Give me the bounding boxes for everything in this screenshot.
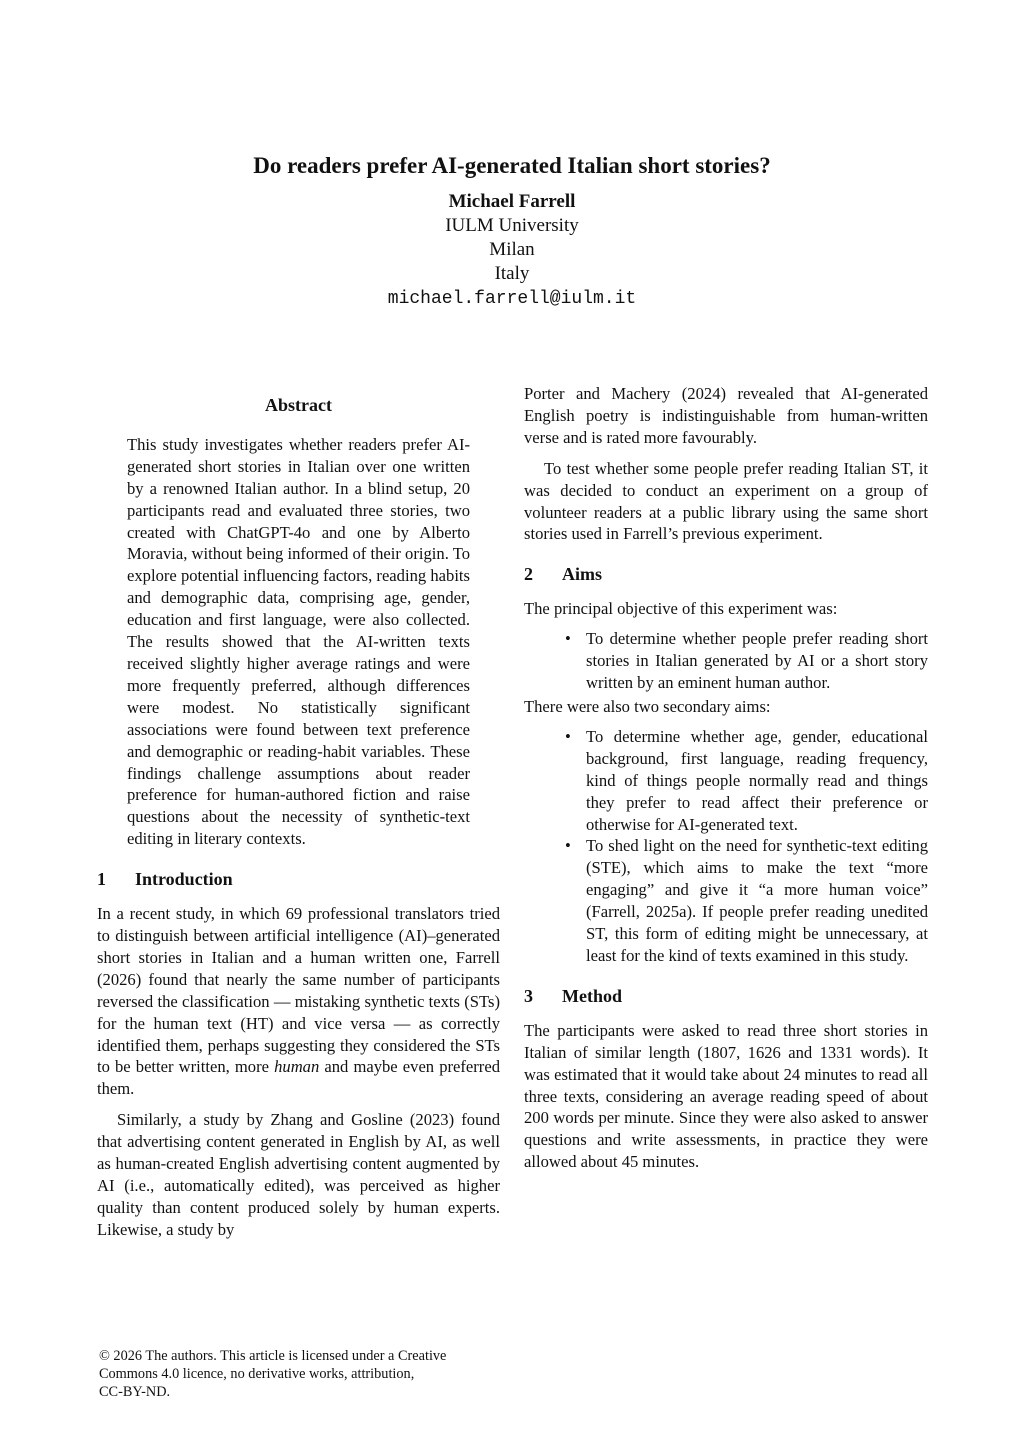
- method-paragraph-1: The participants were asked to read three short stories in Italian of similar length (1807, 1626 and 1331 words). It was estimated that it would take about 24 minutes to read all three texts, considering an average reading speed of about 200 words per minute. Since they were also asked to answer questions and write assessments, in practice they were allowed about 45 minutes.: [524, 1020, 928, 1172]
- author-block: [0, 190, 1024, 311]
- intro-paragraph-2: Similarly, a study by Zhang and Gosline (2023) found that advertising content generated in English by AI, as well as human-created English advertising content augmented by AI (i.e., automatically edited), was perceived as higher quality than content produced solely by human experts. Likewise, a study by: [97, 1110, 500, 1239]
- paper-title: Do readers prefer AI-generated Italian short stories?: [253, 153, 771, 179]
- aims-secondary-list: [524, 726, 928, 967]
- author-email: michael.farrell@iulm.it: [387, 289, 637, 309]
- author-affiliation: IULM University: [445, 215, 579, 236]
- author-city: Milan: [489, 239, 535, 260]
- aims-principal-intro: The principal objective of this experiment was:: [524, 599, 838, 619]
- section-number: 3: [524, 985, 533, 1006]
- author-name: Michael Farrell: [448, 191, 576, 212]
- aims-principal-list: [524, 628, 928, 694]
- footnote-line: © 2026 The authors. This article is licensed under a Creative: [99, 1348, 447, 1364]
- section-title: Introduction: [135, 869, 233, 890]
- section-title: Aims: [562, 564, 602, 585]
- emphasis-human: human: [274, 1057, 320, 1077]
- right-column: [524, 383, 928, 1182]
- section-title: Method: [562, 985, 622, 1006]
- section-number: 2: [524, 564, 533, 585]
- intro-paragraph-3: Porter and Machery (2024) revealed that AI-generated English poetry is indistinguishable from human-written verse and is rated more favourably.: [524, 384, 928, 447]
- license-footnote: [99, 1347, 499, 1401]
- author-country: Italy: [494, 263, 530, 284]
- footnote-line: Commons 4.0 licence, no derivative works, attribution,: [99, 1366, 415, 1382]
- abstract-heading: Abstract: [265, 395, 332, 415]
- section-number: 1: [97, 869, 106, 890]
- section-introduction-heading: [97, 868, 500, 890]
- abstract-text: This study investigates whether readers prefer AI-generated short stories in Italian over one written by a renowned Italian author. In a blind setup, 20 participants read and evaluated three stories, two created with ChatGPT-4o and one by Alberto Moravia, without being informed of their origin. To explore potential influencing factors, reading habits and demographic data, comprising age, gender, education and first language, were also collected. The results showed that the AI-written texts received slightly higher average ratings and were more frequently preferred, although differences were modest. No statistically significant associations were found between text preference and demographic or reading-habit variables. These findings challenge assumptions about reader preference for human-authored fiction and raise questions about the necessity of synthetic-text editing in literary contexts.: [127, 434, 470, 849]
- intro-paragraph-4: To test whether some people prefer reading Italian ST, it was decided to conduct an experiment on a group of volunteer readers at a public library using the same short stories used in Farrell’s previous experiment.: [524, 458, 928, 544]
- left-column: [97, 383, 500, 1250]
- aims-secondary-intro: There were also two secondary aims:: [524, 696, 771, 716]
- list-item: • To shed light on the need for synthetic-text editing (STE), which aims to make the text “more engaging” and give it “a more human voice” (Farrell, 2025a). If people prefer reading unedited ST, this form of editing might be unnecessary, at least for the kind of texts examined in this study.: [586, 835, 928, 966]
- list-item: • To determine whether people prefer reading short stories in Italian generated by AI or a short story written by an eminent human author.: [586, 628, 928, 694]
- section-aims-heading: [524, 563, 928, 585]
- section-method-heading: [524, 985, 928, 1007]
- intro-paragraph-1: In a recent study, in which 69 professional translators tried to distinguish between artificial intelligence (AI)–generated short stories in Italian and a human written one, Farrell (2026) found that nearly the same number of participants reversed the classification — mistaking synthetic texts (STs) for the human text (HT) and vice versa — as correctly identified them, perhaps suggesting they considered the STs to be better written, more human and maybe even preferred them.: [97, 904, 500, 1099]
- footnote-line: CC-BY-ND.: [99, 1384, 171, 1400]
- list-item: • To determine whether age, gender, educational background, first language, reading frequency, kind of things people normally read and things they prefer to read affect their preference or otherwise for AI-generated text.: [586, 726, 928, 836]
